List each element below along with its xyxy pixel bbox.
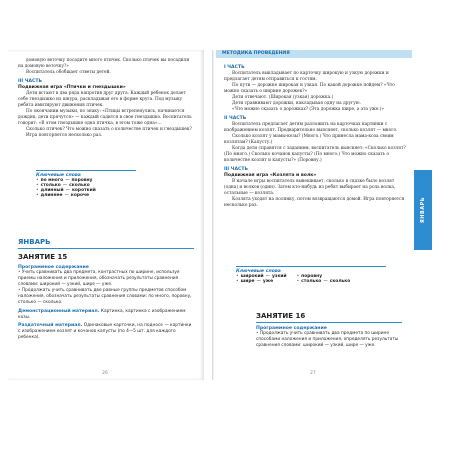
part-label: III ЧАСТЬ bbox=[224, 167, 249, 172]
body-paragraph: Дети отвечают. (Широкая (узкая) дорожка.) bbox=[232, 95, 334, 100]
lesson-title: ЗАНЯТИЕ 16 bbox=[256, 312, 306, 320]
body-paragraph: «Что можно сказать о дорожках? (Эта дорожка шире, а эта уже.)» bbox=[232, 107, 385, 112]
intro-line: Воспитатель обобщает ответы детей. bbox=[26, 70, 111, 75]
lesson-title: ЗАНЯТИЕ 15 bbox=[18, 253, 68, 261]
program-list bbox=[18, 270, 194, 306]
demo-material bbox=[18, 309, 194, 321]
lesson-16-section bbox=[256, 312, 402, 349]
program-label: Программное содержание bbox=[18, 265, 89, 270]
bullet-icon: • bbox=[236, 274, 239, 279]
game-title: Подвижная игра «Птички и гнездышки» bbox=[18, 85, 126, 90]
game-title: Подвижная игра «Козлята и волк» bbox=[224, 173, 317, 178]
keywords-box bbox=[236, 266, 386, 284]
game-paragraph: Игра повторяется несколько раз. bbox=[26, 133, 103, 138]
lesson-15-section bbox=[18, 238, 194, 341]
demo-text: Картинка, картинка с изображением козы. bbox=[18, 309, 186, 320]
page-number-right: 27 bbox=[310, 371, 316, 376]
part-label: I ЧАСТЬ bbox=[224, 65, 245, 70]
bullet-icon: • bbox=[36, 178, 39, 183]
section-header-title: МЕТОДИКА ПРОВЕДЕНИЯ bbox=[222, 51, 290, 56]
body-paragraph: По пути — дорожке широкая и узкая. По какой дорожке пойдем? «Что можно сказать о ширине дорожек?» bbox=[224, 83, 395, 94]
game-paragraph: По окончании музыки, по знаку: «Птицы встрепенулись, начинается дождик, дети прячутся» — каждый садится в свое гнездышко. Воспитатель говорит: «В этом гнездышке одна птичка, в этом тоже одна»... bbox=[18, 109, 192, 126]
book-gutter bbox=[212, 50, 214, 380]
game-paragraph: Дети встают в два ряда напротив друг друга. Каждый ребенок делает себе гнездышко из шнура, раскладывая его в форме круга. Под музыку ребята имитируют движения птичек. bbox=[18, 91, 186, 108]
body-paragraph: Воспитатель выкладывает по карточку широкую и узкую дорожки и предлагает детям отправиться к гостям. bbox=[224, 71, 389, 82]
game-paragraph: Козлята уходят на полянку, потом возвращаются домой. Игра повторяется несколько раз. bbox=[224, 197, 405, 208]
bullet-icon: • bbox=[18, 270, 21, 275]
bullet-icon: • bbox=[296, 274, 300, 279]
keyword-column bbox=[236, 274, 287, 284]
keyword-row: • длиннее — короче bbox=[36, 193, 90, 198]
keyword: поровну bbox=[71, 178, 93, 183]
program-list bbox=[256, 331, 402, 349]
keyword: длинный bbox=[40, 188, 64, 193]
program-item-text: Продолжать учить сравнивать две равные группы предметов способом наложения, обозначать результаты сравнения словами: по много, поровну, столько — сколько. bbox=[18, 288, 192, 305]
keyword: поровну bbox=[301, 274, 323, 279]
keyword: широкий bbox=[240, 274, 264, 279]
keywords-heading: Ключевые слова bbox=[236, 269, 281, 274]
keywords-box bbox=[36, 170, 136, 198]
month-title: ЯНВАРЬ bbox=[18, 238, 51, 246]
keyword-column bbox=[297, 274, 351, 284]
handout-text: Одинаковые карточки, на подносе — картинки с изображением козлят и кочанов капусты (по 4—5 шт. для каждого ребенка). bbox=[18, 323, 192, 340]
keyword: столько bbox=[301, 279, 322, 284]
part-label: II ЧАСТЬ bbox=[224, 116, 247, 121]
bullet-icon: • bbox=[36, 183, 39, 188]
program-item-text: Продолжать учить сравнивать два предмета по ширине способами наложения и приложения, определять результаты сравнения словами: широкий — узкий, шире — уже. bbox=[256, 331, 399, 348]
program-label: Программное содержание bbox=[256, 326, 327, 331]
left-page bbox=[8, 50, 204, 380]
keyword: длиннее bbox=[40, 193, 63, 198]
bullet-icon: • bbox=[18, 288, 21, 293]
demo-label: Демонстрационный материал. bbox=[18, 309, 100, 314]
keyword-columns bbox=[236, 274, 386, 284]
keyword-row: • шире — уже bbox=[236, 279, 274, 284]
keyword: короткий bbox=[71, 188, 96, 193]
program-item bbox=[18, 270, 194, 288]
handout-material bbox=[18, 323, 194, 341]
keyword: уже bbox=[262, 279, 274, 284]
keyword-row: • длинный — короткий bbox=[36, 188, 96, 193]
right-page bbox=[216, 50, 412, 380]
keyword-row: • столько — сколько bbox=[296, 279, 351, 284]
keyword: шире bbox=[240, 279, 255, 284]
body-paragraph: Воспитатель предлагает детям разложить на карточках картинки с изображением козлят. Предварительно выясняет, сколько козлят — много. bbox=[224, 122, 398, 133]
game-paragraph: В начале игры воспитатель вывешивает, сколько в сказке было козлят (одна) и волков (один). Затем кто-нибудь из ребят выбирает на роль волка, остальные — козлята. bbox=[224, 179, 396, 196]
keyword: короче bbox=[70, 193, 90, 198]
program-item-text: Учить сравнивать два предмета, контрастных по ширине, используя приемы наложения и приложения, обозначать результаты сравнения словами: широкий — узкий, шире — уже. bbox=[18, 270, 180, 287]
body-paragraph: Сколько козлят у мамы-козы? (Много.) Что принесла мама-коза своим козлятам? (Капусту.) bbox=[224, 134, 394, 145]
right-body bbox=[224, 62, 406, 209]
left-intro bbox=[18, 58, 194, 139]
month-sidebar-tab bbox=[414, 170, 432, 250]
section-header-bar bbox=[216, 50, 412, 58]
handout-label: Раздаточный материал. bbox=[18, 323, 83, 328]
keyword-row: • столько — сколько bbox=[36, 183, 90, 188]
bullet-icon: • bbox=[296, 279, 300, 284]
bullet-icon: • bbox=[36, 188, 39, 193]
game-paragraph: Сколько птичек? Что можно сказать о количестве птичек и гнездышек? bbox=[26, 127, 192, 132]
part-label: III ЧАСТЬ bbox=[18, 79, 43, 84]
month-sidebar-label: ЯНВАРЬ bbox=[420, 196, 426, 224]
keyword: узкий bbox=[272, 274, 287, 279]
intro-line: домовую веточку посадите много птичек. Сколько птичек вы посадили на домовую веточку?» bbox=[18, 58, 190, 69]
bullet-icon: • bbox=[36, 193, 39, 198]
keyword: сколько bbox=[69, 183, 90, 188]
page-number-left: 26 bbox=[102, 371, 108, 376]
program-item bbox=[18, 288, 194, 306]
body-paragraph: Когда дети справятся с заданием, воспитатель выясняет: «Сколько козлят? (По много.) Сколько кочанов капусты? (По много.) Что можно сказать о количестве козлят и капусты?» (Поровну.) bbox=[224, 146, 406, 163]
keyword-row: • широкий — узкий bbox=[236, 274, 287, 279]
bullet-icon: • bbox=[236, 279, 239, 284]
keywords-heading: Ключевые слова bbox=[36, 173, 81, 178]
keyword: сколько bbox=[329, 279, 351, 284]
keyword: по много bbox=[40, 178, 64, 183]
keyword-row: • по много — поровну bbox=[36, 178, 93, 183]
keyword: столько bbox=[40, 183, 61, 188]
body-paragraph: Дети сравнивают дорожки, накладывая одну на другую. bbox=[232, 101, 361, 106]
program-item bbox=[256, 331, 402, 349]
bullet-icon: • bbox=[256, 331, 259, 336]
